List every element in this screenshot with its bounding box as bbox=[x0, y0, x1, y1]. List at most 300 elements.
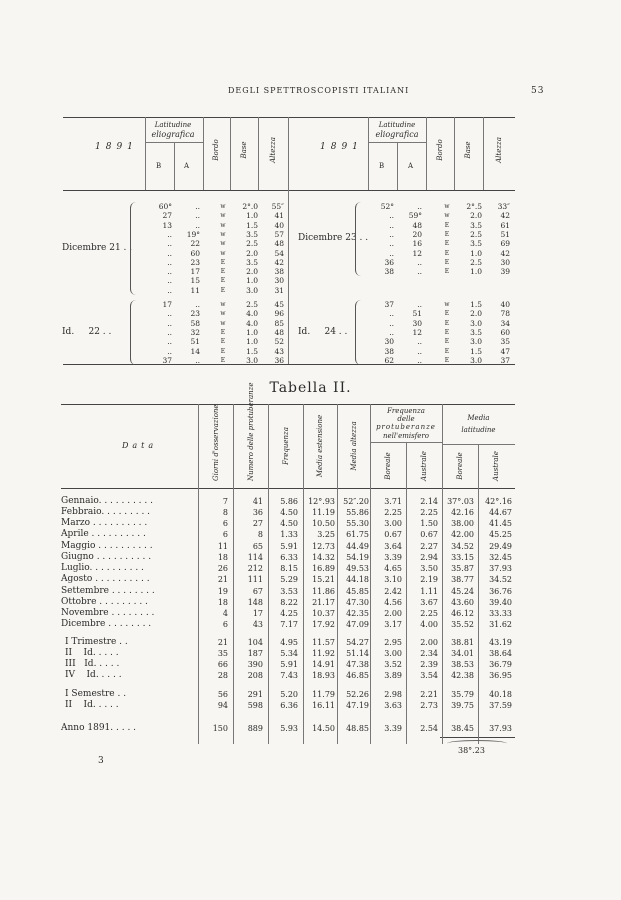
top-cell: .. bbox=[167, 248, 172, 258]
table-cell: 8 bbox=[222, 508, 228, 517]
table-cell: 94 bbox=[217, 701, 228, 710]
table-cell: 67 bbox=[252, 587, 263, 596]
top-cell: 3.5 bbox=[470, 239, 482, 249]
table-cell: 1.33 bbox=[280, 530, 298, 539]
top-cell: 39 bbox=[500, 267, 510, 277]
row-label: II Id. . . . . bbox=[65, 700, 119, 710]
top-cell: 30 bbox=[384, 337, 394, 347]
row-label: IV Id. . . . . bbox=[65, 670, 122, 680]
top-cell: 33″ bbox=[497, 202, 510, 211]
table-cell: 150 bbox=[212, 724, 228, 733]
table-cell: 27 bbox=[252, 519, 263, 528]
table-cell: 44.18 bbox=[346, 575, 369, 584]
top-cell: 1.0 bbox=[246, 327, 258, 337]
table-cell: 14.32 bbox=[312, 553, 335, 562]
table-cell: 45.24 bbox=[451, 587, 474, 596]
table-cell: 34.52 bbox=[451, 542, 474, 551]
group-label: Dicembre 21 . . bbox=[62, 242, 133, 253]
table-cell: 2.95 bbox=[384, 638, 402, 647]
row-label: Dicembre . . . . . . . . bbox=[61, 619, 152, 629]
top-cell: 4.0 bbox=[246, 309, 258, 319]
top-cell: E bbox=[220, 356, 226, 364]
top-cell: 85 bbox=[274, 318, 284, 328]
top-cell: 23 bbox=[190, 309, 200, 319]
top-cell: .. bbox=[417, 346, 422, 356]
table-cell: 36.79 bbox=[489, 660, 512, 669]
table-cell: 6 bbox=[222, 519, 228, 528]
table-cell: 3.67 bbox=[420, 598, 438, 607]
table-cell: 56 bbox=[217, 690, 228, 699]
group-freq-2: delle bbox=[397, 415, 415, 423]
top-cell: E bbox=[220, 347, 226, 355]
table-cell: 2.25 bbox=[420, 508, 438, 517]
table-cell: 3.10 bbox=[384, 575, 402, 584]
top-cell: 1.5 bbox=[470, 300, 482, 309]
table-cell: 38.00 bbox=[451, 519, 474, 528]
top-cell: 40 bbox=[274, 220, 284, 230]
row-label: Maggio . . . . . . . . . . bbox=[61, 541, 153, 551]
table-cell: 7.17 bbox=[280, 620, 298, 629]
col-line bbox=[397, 142, 398, 190]
top-cell: .. bbox=[389, 220, 394, 230]
table-cell: 36 bbox=[252, 508, 263, 517]
table-cell: 34.52 bbox=[489, 575, 512, 584]
table-cell: 42.38 bbox=[451, 671, 474, 680]
top-cell: 15 bbox=[190, 276, 200, 286]
table-cell: 39.75 bbox=[451, 701, 474, 710]
col-line bbox=[258, 117, 259, 190]
table-cell: 49.53 bbox=[346, 564, 369, 573]
table-cell: 208 bbox=[247, 671, 263, 680]
table-cell: 36.76 bbox=[489, 587, 512, 596]
table-cell: 42.00 bbox=[451, 530, 474, 539]
top-cell: 57 bbox=[274, 229, 284, 239]
top-cell: E bbox=[444, 356, 450, 364]
top-cell: 55″ bbox=[271, 202, 284, 211]
col-line bbox=[230, 117, 231, 190]
table-cell: 2.00 bbox=[384, 609, 402, 618]
top-cell: E bbox=[220, 268, 226, 276]
table-cell: 11.79 bbox=[312, 690, 335, 699]
table-cell: 55.30 bbox=[346, 519, 369, 528]
top-cell: 11 bbox=[190, 285, 200, 295]
group-freq-4: nell'emisfero bbox=[383, 432, 429, 440]
table-cell: 34.01 bbox=[451, 649, 474, 658]
table-cell: 11.92 bbox=[312, 649, 335, 658]
top-cell: 60 bbox=[190, 248, 200, 258]
top-cell: .. bbox=[389, 239, 394, 249]
group-brace bbox=[355, 300, 364, 365]
top-cell: w bbox=[220, 221, 226, 229]
top-cell: .. bbox=[417, 267, 422, 277]
top-cell: 41 bbox=[274, 211, 284, 221]
top-cell: E bbox=[220, 286, 226, 294]
top-cell: 3.0 bbox=[246, 285, 258, 295]
top-cell: .. bbox=[389, 248, 394, 258]
table-cell: 2.25 bbox=[420, 609, 438, 618]
top-cell: .. bbox=[195, 202, 200, 211]
col-line bbox=[145, 117, 146, 190]
top-cell: 2.5 bbox=[470, 257, 482, 267]
top-cell: 54 bbox=[274, 248, 284, 258]
table-cell: 11.86 bbox=[312, 587, 335, 596]
table-cell: 38.64 bbox=[489, 649, 512, 658]
col-bordo-right: Bordo bbox=[436, 139, 444, 161]
table-cell: 8.22 bbox=[280, 598, 298, 607]
top-cell: 4.0 bbox=[246, 318, 258, 328]
table-cell: 54.19 bbox=[346, 553, 369, 562]
table-cell: 2.27 bbox=[420, 542, 438, 551]
top-cell: E bbox=[220, 338, 226, 346]
row-label: I Semestre . . bbox=[65, 689, 127, 699]
table-cell: 4.56 bbox=[384, 598, 402, 607]
top-cell: 69 bbox=[500, 239, 510, 249]
top-cell: 2.5 bbox=[246, 300, 258, 309]
top-cell: 51 bbox=[500, 229, 510, 239]
top-cell: E bbox=[220, 277, 226, 285]
table-cell: 35.52 bbox=[451, 620, 474, 629]
top-cell: .. bbox=[167, 229, 172, 239]
col-b-left: B bbox=[156, 162, 162, 170]
table-cell: 35 bbox=[217, 649, 228, 658]
top-cell: .. bbox=[167, 327, 172, 337]
col-b-right: B bbox=[379, 162, 385, 170]
table-cell: 17.92 bbox=[312, 620, 335, 629]
top-cell: 3.5 bbox=[246, 229, 258, 239]
tabella-rule-header bbox=[61, 488, 515, 489]
table-cell: 18.93 bbox=[312, 671, 335, 680]
lat-label-right-1: Latitudine bbox=[378, 121, 416, 129]
table-cell: 12.73 bbox=[312, 542, 335, 551]
top-cell: 30 bbox=[412, 318, 422, 328]
table-cell: 4 bbox=[222, 609, 228, 618]
table-cell: 2.14 bbox=[420, 497, 438, 506]
table-cell: 38.53 bbox=[451, 660, 474, 669]
table-cell: 3.54 bbox=[420, 671, 438, 680]
col-line bbox=[370, 404, 371, 744]
table-cell: 33.33 bbox=[489, 609, 512, 618]
top-cell: w bbox=[444, 212, 450, 220]
top-cell: 31 bbox=[274, 285, 284, 295]
top-cell: .. bbox=[167, 309, 172, 319]
table-cell: 47.09 bbox=[346, 620, 369, 629]
top-cell: w bbox=[220, 249, 226, 257]
running-title: DEGLI SPETTROSCOPISTI ITALIANI bbox=[228, 86, 410, 95]
row-label: Anno 1891. . . . . bbox=[61, 723, 137, 733]
top-cell: E bbox=[444, 230, 450, 238]
table-cell: 6.33 bbox=[280, 553, 298, 562]
col-line bbox=[442, 404, 443, 744]
top-cell: 27 bbox=[162, 211, 172, 221]
top-cell: 3.0 bbox=[470, 355, 482, 365]
top-cell: 3.0 bbox=[470, 337, 482, 347]
top-cell: 61 bbox=[500, 220, 510, 230]
col-line bbox=[483, 117, 484, 190]
col-altezza-right: Altezza bbox=[495, 137, 503, 163]
top-cell: 37 bbox=[500, 355, 510, 365]
table-cell: 390 bbox=[247, 660, 263, 669]
group-brace bbox=[355, 202, 364, 276]
top-cell: 38 bbox=[384, 346, 394, 356]
row-label: III Id. . . . . bbox=[65, 659, 120, 669]
table-cell: 38.81 bbox=[451, 638, 474, 647]
top-cell: 2.0 bbox=[470, 211, 482, 221]
table-cell: 2.73 bbox=[420, 701, 438, 710]
top-cell: w bbox=[220, 230, 226, 238]
lat-label-right-2: eliografica bbox=[375, 130, 419, 139]
row-label: Giugno . . . . . . . . . . bbox=[61, 552, 152, 562]
table-cell: 5.93 bbox=[280, 724, 298, 733]
top-cell: .. bbox=[389, 211, 394, 221]
table-cell: 3.63 bbox=[384, 701, 402, 710]
lat-label-left-1: Latitudine bbox=[154, 121, 192, 129]
table-cell: 41 bbox=[252, 497, 263, 506]
row-label: II Id. . . . . bbox=[65, 648, 119, 658]
table-cell: 39.40 bbox=[489, 598, 512, 607]
table-cell: 37.93 bbox=[489, 724, 512, 733]
table-cell: 18 bbox=[217, 553, 228, 562]
table-cell: 3.39 bbox=[384, 724, 402, 733]
table-cell: 48.85 bbox=[346, 724, 369, 733]
table-cell: 4.25 bbox=[280, 609, 298, 618]
col-line bbox=[454, 117, 455, 190]
table-cell: 5.91 bbox=[280, 542, 298, 551]
table-cell: 17 bbox=[252, 609, 263, 618]
table-cell: 41.45 bbox=[489, 519, 512, 528]
top-cell: E bbox=[444, 338, 450, 346]
table-cell: 4.50 bbox=[280, 508, 298, 517]
table-cell: 114 bbox=[247, 553, 263, 562]
top-cell: 60° bbox=[158, 202, 172, 211]
col-line bbox=[406, 442, 407, 744]
row-label: Novembre . . . . . . . . bbox=[61, 608, 155, 618]
top-cell: 3.5 bbox=[470, 220, 482, 230]
col-media-altezza: Media altezza bbox=[350, 421, 358, 471]
final-mean: 38°.23 bbox=[458, 746, 485, 755]
top-cell: 45 bbox=[274, 300, 284, 309]
top-cell: E bbox=[220, 258, 226, 266]
top-cell: 52 bbox=[274, 337, 284, 347]
sub-boreale-lat: Boreale bbox=[456, 452, 464, 480]
row-label: Gennaio. . . . . . . . . . bbox=[61, 496, 153, 506]
table-cell: 11.57 bbox=[312, 638, 335, 647]
table-cell: 43.19 bbox=[489, 638, 512, 647]
table-cell: 21 bbox=[217, 638, 228, 647]
table-cell: 16.11 bbox=[312, 701, 335, 710]
table-cell: 2.54 bbox=[420, 724, 438, 733]
top-cell: 17 bbox=[190, 267, 200, 277]
group-freq-3: protuberanze bbox=[376, 423, 436, 431]
table-cell: 40.18 bbox=[489, 690, 512, 699]
top-cell: 2.0 bbox=[470, 309, 482, 319]
table-cell: 52.26 bbox=[346, 690, 369, 699]
table-cell: 10.50 bbox=[312, 519, 335, 528]
top-cell: .. bbox=[167, 337, 172, 347]
sub-boreale-freq: Boreale bbox=[384, 452, 392, 480]
table-cell: 37.59 bbox=[489, 701, 512, 710]
top-cell: 60 bbox=[500, 327, 510, 337]
table-cell: 36.95 bbox=[489, 671, 512, 680]
col-a-right: A bbox=[408, 162, 414, 170]
top-cell: 2.5 bbox=[470, 229, 482, 239]
top-cell: w bbox=[220, 310, 226, 318]
table-cell: 3.17 bbox=[384, 620, 402, 629]
row-label: Luglio. . . . . . . . . . bbox=[61, 563, 144, 573]
table-cell: 14.50 bbox=[312, 724, 335, 733]
top-cell: 16 bbox=[412, 239, 422, 249]
top-cell: 59° bbox=[408, 211, 422, 221]
table-cell: 46.12 bbox=[451, 609, 474, 618]
top-cell: 3.5 bbox=[246, 257, 258, 267]
col-altezza-left: Altezza bbox=[269, 137, 277, 163]
top-cell: .. bbox=[167, 276, 172, 286]
table-cell: 47.38 bbox=[346, 660, 369, 669]
top-cell: 42 bbox=[500, 248, 510, 258]
table-cell: 47.30 bbox=[346, 598, 369, 607]
table-cell: 11 bbox=[217, 542, 228, 551]
top-cell: E bbox=[444, 268, 450, 276]
top-cell: .. bbox=[167, 239, 172, 249]
table-cell: 14.91 bbox=[312, 660, 335, 669]
top-cell: 96 bbox=[274, 309, 284, 319]
top-cell: .. bbox=[389, 309, 394, 319]
group-lat-2: latitudine bbox=[461, 426, 496, 434]
row-label: Marzo . . . . . . . . . . bbox=[61, 518, 148, 528]
table-cell: 35.79 bbox=[451, 690, 474, 699]
table-cell: 889 bbox=[247, 724, 263, 733]
table-cell: 38.77 bbox=[451, 575, 474, 584]
row-label: Ottobre . . . . . . . . . bbox=[61, 597, 148, 607]
col-bordo-left: Bordo bbox=[212, 139, 220, 161]
table-cell: 8.15 bbox=[280, 564, 298, 573]
top-cell: E bbox=[444, 258, 450, 266]
table-cell: 4.95 bbox=[280, 638, 298, 647]
table-cell: 3.64 bbox=[384, 542, 402, 551]
table-cell: 3.50 bbox=[420, 564, 438, 573]
sub-australe-freq: Australe bbox=[420, 451, 428, 481]
table-cell: 2.19 bbox=[420, 575, 438, 584]
top-cell: w bbox=[220, 301, 226, 308]
table-cell: 3.71 bbox=[384, 497, 402, 506]
table-cell: 16.89 bbox=[312, 564, 335, 573]
top-cell: 37 bbox=[162, 355, 172, 365]
top-cell: 3.0 bbox=[246, 355, 258, 365]
top-cell: 78 bbox=[500, 309, 510, 319]
top-cell: 2.0 bbox=[246, 248, 258, 258]
table-cell: 65 bbox=[252, 542, 263, 551]
table-cell: 37.93 bbox=[489, 564, 512, 573]
top-table-center-divider bbox=[288, 117, 289, 364]
table-cell: 42.35 bbox=[346, 609, 369, 618]
top-cell: .. bbox=[417, 257, 422, 267]
top-cell: 34 bbox=[500, 318, 510, 328]
table-cell: 28 bbox=[217, 671, 228, 680]
table-cell: 1.50 bbox=[420, 519, 438, 528]
table-cell: 291 bbox=[247, 690, 263, 699]
top-cell: E bbox=[444, 240, 450, 248]
top-cell: 12 bbox=[412, 248, 422, 258]
table-cell: 0.67 bbox=[384, 530, 402, 539]
table-cell: 3.25 bbox=[317, 530, 335, 539]
row-label: Aprile . . . . . . . . . . bbox=[61, 529, 146, 539]
top-cell: w bbox=[220, 203, 226, 210]
top-cell: .. bbox=[195, 300, 200, 309]
table-cell: 33.15 bbox=[451, 553, 474, 562]
top-cell: 2.0 bbox=[246, 267, 258, 277]
table-cell: 35.87 bbox=[451, 564, 474, 573]
group-label: Dicembre 23 . . bbox=[298, 233, 369, 244]
top-cell: 12 bbox=[412, 327, 422, 337]
col-line bbox=[303, 404, 304, 744]
col-line bbox=[268, 404, 269, 744]
table-cell: 12°.93 bbox=[308, 497, 335, 506]
table-cell: 7 bbox=[222, 497, 228, 506]
table-cell: 5.20 bbox=[280, 690, 298, 699]
top-cell: w bbox=[220, 319, 226, 327]
table-cell: 6.36 bbox=[280, 701, 298, 710]
top-cell: .. bbox=[389, 229, 394, 239]
sub-australe-lat: Australe bbox=[492, 451, 500, 481]
col-giorni: Giorni d'osservazione bbox=[212, 404, 220, 481]
row-label: Agosto . . . . . . . . . . bbox=[61, 574, 150, 584]
col-base-left: Base bbox=[240, 141, 248, 159]
top-cell: .. bbox=[195, 220, 200, 230]
table-cell: 55.86 bbox=[346, 508, 369, 517]
top-cell: 52° bbox=[380, 202, 394, 211]
table-cell: 598 bbox=[247, 701, 263, 710]
top-cell: 2.5 bbox=[246, 239, 258, 249]
top-cell: 17 bbox=[162, 300, 172, 309]
top-cell: 42 bbox=[274, 257, 284, 267]
top-cell: .. bbox=[417, 337, 422, 347]
col-line bbox=[478, 444, 479, 744]
top-cell: 1.0 bbox=[246, 337, 258, 347]
table-cell: 212 bbox=[247, 564, 263, 573]
top-cell: 30 bbox=[274, 276, 284, 286]
top-cell: 51 bbox=[412, 309, 422, 319]
table-cell: 54.27 bbox=[346, 638, 369, 647]
table-cell: 21.17 bbox=[312, 598, 335, 607]
table-cell: 0.67 bbox=[420, 530, 438, 539]
table-cell: 26 bbox=[217, 564, 228, 573]
top-cell: 62 bbox=[384, 355, 394, 365]
top-cell: 1.5 bbox=[246, 346, 258, 356]
table-cell: 52″.20 bbox=[343, 497, 369, 506]
table-cell: 11.19 bbox=[312, 508, 335, 517]
table-cell: 4.50 bbox=[280, 519, 298, 528]
table-cell: 3.89 bbox=[384, 671, 402, 680]
col-data: Data bbox=[122, 441, 158, 450]
top-cell: .. bbox=[389, 318, 394, 328]
table-cell: 29.49 bbox=[489, 542, 512, 551]
table-cell: 8 bbox=[257, 530, 263, 539]
top-cell: 13 bbox=[162, 220, 172, 230]
lat-sub-rule bbox=[442, 444, 515, 445]
top-cell: E bbox=[444, 249, 450, 257]
table-cell: 3.00 bbox=[384, 519, 402, 528]
top-cell: 1.0 bbox=[470, 267, 482, 277]
table-cell: 2.21 bbox=[420, 690, 438, 699]
table-cell: 2.98 bbox=[384, 690, 402, 699]
footer-signature: 3 bbox=[98, 756, 104, 766]
table-cell: 47.19 bbox=[346, 701, 369, 710]
top-cell: 38 bbox=[384, 267, 394, 277]
table-cell: 4.65 bbox=[384, 564, 402, 573]
table-cell: 1.11 bbox=[420, 587, 438, 596]
top-cell: w bbox=[444, 301, 450, 308]
top-cell: 36 bbox=[384, 257, 394, 267]
table-cell: 3.52 bbox=[384, 660, 402, 669]
